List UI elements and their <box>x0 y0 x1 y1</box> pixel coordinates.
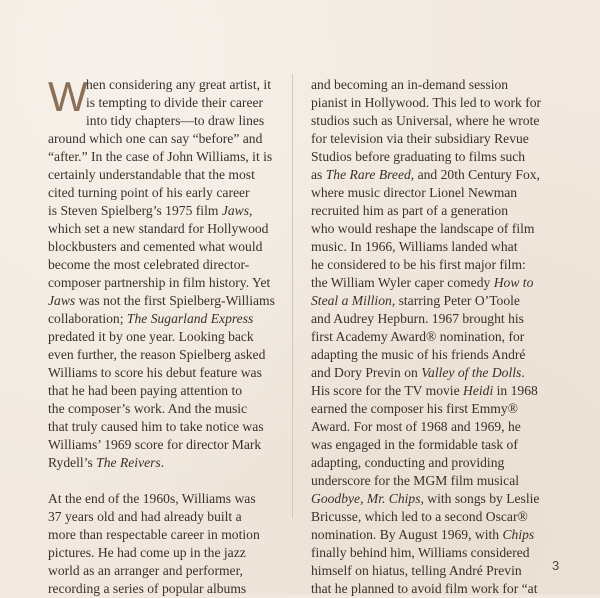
text-line: Studios before graduating to films such <box>311 149 526 164</box>
text-line: 37 years old and had already built a <box>48 509 242 524</box>
text-line: Award. For most of 1968 and 1969, he <box>311 419 521 434</box>
text-line: more than respectable career in motion <box>48 527 260 542</box>
text-line: is tempting to divide their career <box>86 95 264 110</box>
text-line: that truly caused him to take notice was <box>48 419 264 434</box>
italic-title: Valley of the Dolls <box>421 365 522 380</box>
text-line: recruited him as part of a generation <box>311 203 509 218</box>
paragraph-gap <box>48 472 278 490</box>
text-line: first Academy Award® nomination, for <box>311 329 525 344</box>
text-line <box>311 526 541 544</box>
text-line: where music director Lionel Newman <box>311 185 518 200</box>
text-line: hen considering any great artist, it <box>86 77 271 92</box>
text-line: finally behind him, Williams considered <box>311 545 530 560</box>
text-line: and becoming an in-demand session <box>311 77 509 92</box>
italic-title: The Rare Breed <box>325 167 411 182</box>
text-run: is Steven Spielberg’s 1975 film <box>48 203 222 218</box>
italic-title: Jaws <box>221 203 250 218</box>
text-line <box>311 490 541 508</box>
text-run: Rydell’s <box>48 455 97 470</box>
italic-title: Goodbye, Mr. Chips <box>311 491 421 506</box>
text-line: which set a new standard for Hollywood <box>48 221 269 236</box>
text-run: . <box>521 365 525 380</box>
text-line: the composer’s work. And the music <box>48 401 248 416</box>
column-divider <box>292 74 293 518</box>
text-line <box>48 292 278 310</box>
text-run: , starring Peter O’Toole <box>391 293 520 308</box>
italic-title: Steal a Million <box>311 293 392 308</box>
page-number: 3 <box>552 558 560 573</box>
text-run: , <box>249 203 253 218</box>
text-line <box>311 166 541 184</box>
text-line: become the most celebrated director- <box>48 257 250 272</box>
text-line: cited turning point of his early career <box>48 185 250 200</box>
text-line: himself on hiatus, telling André Previn <box>311 563 522 578</box>
text-line: earned the composer his first Emmy® <box>311 401 519 416</box>
text-line: he considered to be his first major film: <box>311 257 526 272</box>
text-run: nomination. By August 1969, with <box>311 527 503 542</box>
text-run: was not the first Spielberg-Williams <box>75 293 275 308</box>
text-line: and Audrey Hepburn. 1967 brought his <box>311 311 524 326</box>
text-line <box>311 382 541 400</box>
text-line: recording a series of popular albums <box>48 581 247 596</box>
text-run: collaboration; <box>48 311 127 326</box>
text-line: certainly understandable that the most <box>48 167 255 182</box>
text-line: adapting, conducting and providing <box>311 455 505 470</box>
italic-title: The Sugarland Express <box>126 311 254 326</box>
text-line: studios such as Universal, where he wrote <box>311 113 540 128</box>
drop-cap: W <box>48 73 88 120</box>
left-column <box>48 73 278 598</box>
text-line: around which one can say “before” and <box>48 131 263 146</box>
text-line: who would reshape the landscape of film <box>311 221 535 236</box>
text-line <box>48 454 278 472</box>
text-line: Williams’ 1969 score for director Mark <box>48 437 262 452</box>
italic-title: Chips <box>502 527 535 542</box>
text-line <box>48 202 278 220</box>
text-run: , with songs by Leslie <box>420 491 540 506</box>
text-line: for television via their subsidiary Revue <box>311 131 529 146</box>
text-line: pianist in Hollywood. This led to work for <box>311 95 542 110</box>
text-line: “after.” In the case of John Williams, it is <box>48 149 273 164</box>
text-line: pictures. He had come up in the jazz <box>48 545 246 560</box>
italic-title: How to <box>493 275 534 290</box>
text-run: . <box>160 455 165 470</box>
text-line <box>311 274 541 292</box>
text-run: His score for the TV movie <box>311 383 464 398</box>
text-run: , and 20th Century Fox, <box>410 167 540 182</box>
italic-title: Jaws <box>48 293 76 308</box>
text-run: as <box>311 167 326 182</box>
text-run: the William Wyler caper comedy <box>311 275 494 290</box>
text-line: blockbusters and cemented what would <box>48 239 263 254</box>
text-line: that he had been paying attention to <box>48 383 243 398</box>
text-line: into tidy chapters—to draw lines <box>86 113 265 128</box>
text-line: composer partnership in film history. Yet <box>48 275 271 290</box>
text-line: underscore for the MGM film musical <box>311 473 520 488</box>
italic-title: The Reivers <box>96 455 161 470</box>
text-line: adapting the music of his friends André <box>311 347 526 362</box>
text-line: Bricusse, which led to a second Oscar® <box>311 509 528 524</box>
text-run: in 1968 <box>493 383 538 398</box>
text-line: was engaged in the formidable task of <box>311 437 518 452</box>
text-line: predated it by one year. Looking back <box>48 329 254 344</box>
text-run: and Dory Previn on <box>311 365 422 380</box>
text-line <box>311 292 541 310</box>
right-column <box>311 76 541 598</box>
text-line: world as an arranger and performer, <box>48 563 243 578</box>
italic-title: Heidi <box>463 383 494 398</box>
text-line <box>311 364 541 382</box>
text-line: Williams to score his debut feature was <box>48 365 262 380</box>
text-line: that he planned to avoid film work for “at <box>311 581 538 596</box>
text-line: music. In 1966, Williams landed what <box>311 239 518 254</box>
text-line <box>48 310 278 328</box>
text-line: At the end of the 1960s, Williams was <box>48 491 256 506</box>
text-line: even further, the reason Spielberg asked <box>48 347 266 362</box>
